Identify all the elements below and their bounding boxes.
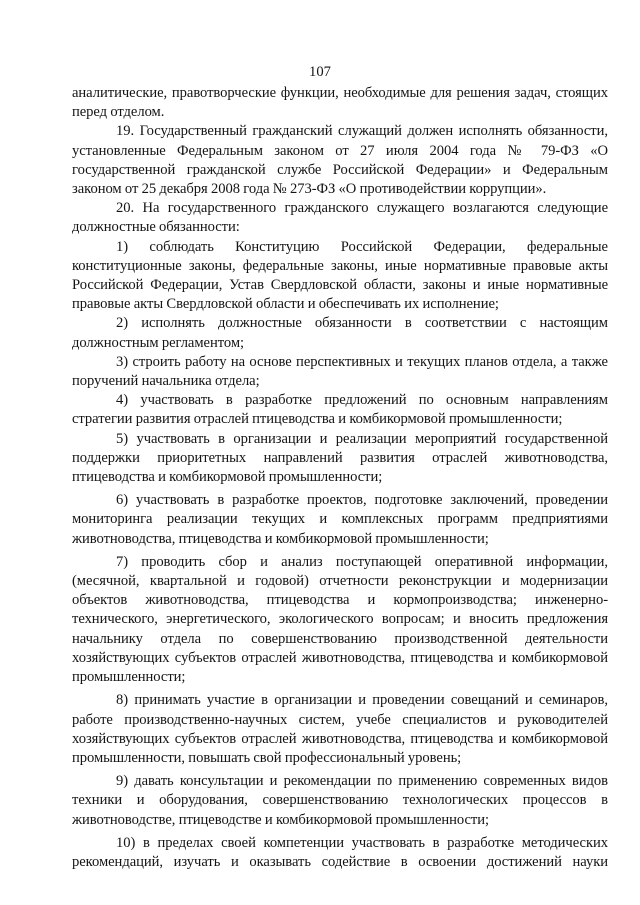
paragraph-continuation: аналитические, правотворческие функции, необходимые для решения задач, стоящих перед отделом. [72, 85, 608, 121]
duty-item-5: 5) участвовать в организации и реализации мероприятий государственной поддержки приоритетных направлений развития отраслей животноводства, птицеводства и комбикормовой промышленности; [72, 430, 608, 486]
duty-item-9: 9) давать консультации и рекомендации по применению современных видов техники и оборудования, совершенствованию технологических процессов в животноводстве, птицеводстве и комбикормовой промышленности; [72, 773, 608, 828]
paragraph-item-20: 20. На государственного гражданского служащего возлагаются следующие должностные обязанности: [72, 200, 608, 236]
paragraph-item-19: 19. Государственный гражданский служащий должен исполнять обязанности, установленные Федеральным законом от 27 июля 2004 года № 79-ФЗ «О государственной гражданской службе Российской Федерации» и Федеральным законом от 25 декабря 2008 года № 273-ФЗ «О противодействии коррупции». [72, 123, 608, 198]
duty-item-1: 1) соблюдать Конституцию Российской Федерации, федеральные конституционные законы, федеральные законы, иные нормативные правовые акты Российской Федерации, Устав Свердловской области, законы и иные нормативные правовые акты Свердловской области и обеспечивать их исполнение; [72, 238, 608, 313]
duty-item-3: 3) строить работу на основе перспективных и текущих планов отдела, а также поручений начальника отдела; [72, 353, 608, 390]
duty-item-4: 4) участвовать в разработке предложений по основным направлениям стратегии развития отраслей птицеводства и комбикормовой промышленности; [72, 392, 608, 428]
document-body [72, 84, 608, 872]
page-number: 107 [309, 64, 331, 80]
duty-item-10: 10) в пределах своей компетенции участвовать в разработке методических рекомендаций, изучать и оказывать содействие в освоении достижений науки [72, 834, 608, 870]
duty-item-6: 6) участвовать в разработке проектов, подготовке заключений, проведении мониторинга реализации текущих и комплексных программ предприятиями животноводства, птицеводства и комбикормовой промышленности; [72, 492, 608, 547]
duty-item-7: 7) проводить сбор и анализ поступающей оперативной информации, (месячной, квартальной и годовой) отчетности реконструкции и модернизации объектов животноводства, птицеводства и кормопроизводства; инженерно-технического, энергетического, экологического вопросам; и вносить предложения начальнику отдела по совершенствованию производственной деятельности хозяйствующих субъектов отраслей животноводства, птицеводства и комбикормовой промышленности; [72, 553, 608, 686]
duty-item-2: 2) исполнять должностные обязанности в соответствии с настоящим должностным регламентом; [72, 315, 608, 351]
duty-item-8: 8) принимать участие в организации и проведении совещаний и семинаров, работе производственно-научных систем, учебе специалистов и руководителей хозяйствующих субъектов отраслей животноводства, птицеводства и комбикормовой промышленности, повышать свой профессиональный уровень; [72, 692, 608, 766]
